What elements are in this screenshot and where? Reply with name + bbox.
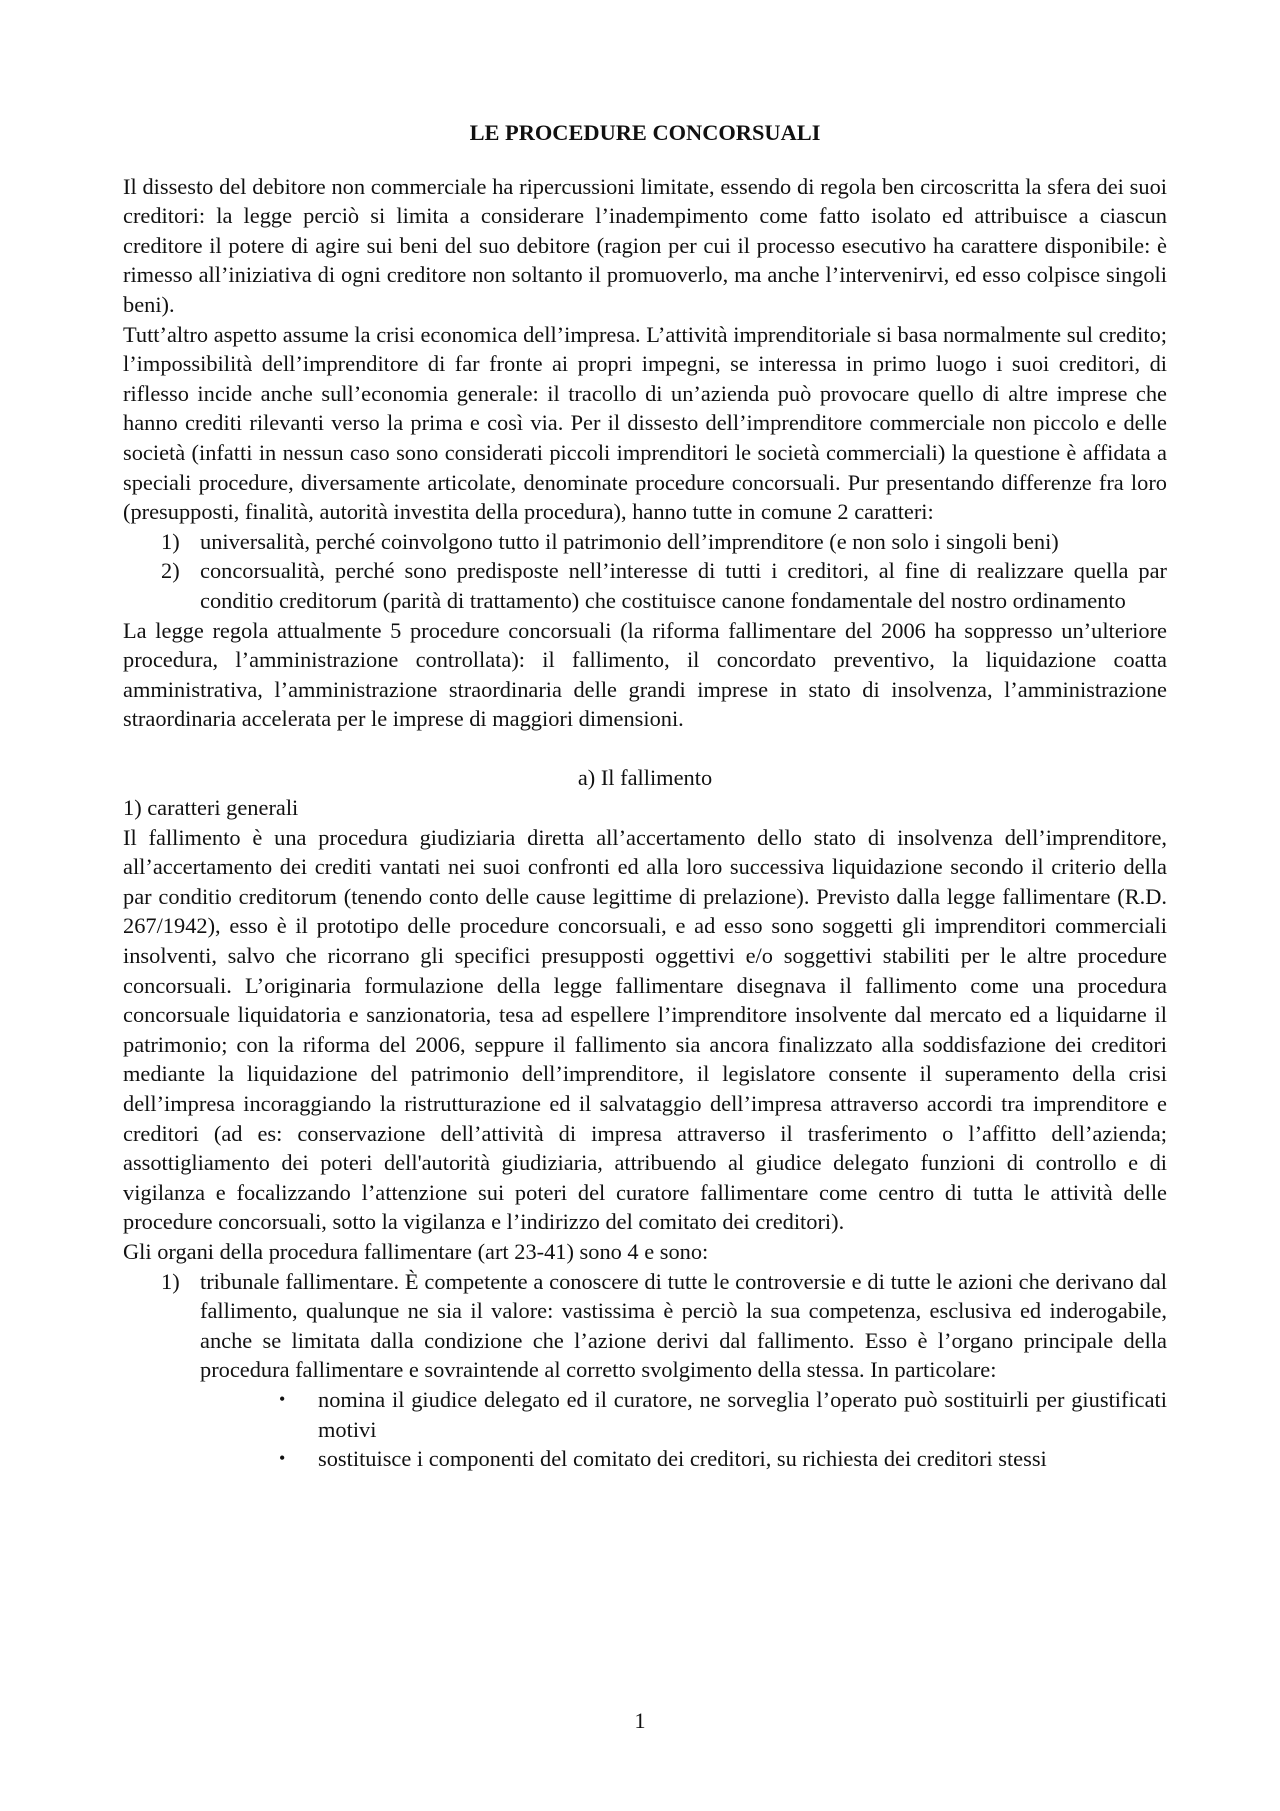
tribunal-duties-list [123,1385,1167,1474]
paragraph-fallimento: Il fallimento è una procedura giudiziaria diretta all’accertamento dello stato di insolvenza dell’imprenditore, all’accertamento dei crediti vantati nei suoi confronti ed alla loro successiva liquidazione secondo il criterio della par conditio creditorum (tenendo conto delle cause legittime di prelazione). Previsto dalla legge fallimentare (R.D. 267/1942), esso è il prototipo delle procedure concorsuali, e ad esso sono soggetti gli imprenditori commerciali insolventi, salvo che ricorrano gli specifici presupposti oggettivi e/o soggettivi stabiliti per le altre procedure concorsuali. L’originaria formulazione della legge fallimentare disegnava il fallimento come una procedura concorsuale liquidatoria e sanzionatoria, tesa ad espellere l’imprenditore insolvente dal mercato ed a liquidarne il patrimonio; con la riforma del 2006, seppure il fallimento sia ancora finalizzato alla soddisfazione dei creditori mediante la liquidazione del patrimonio dell’imprenditore, il legislatore consente il superamento della crisi dell’impresa incoraggiando la ristrutturazione ed il salvataggio dell’impresa attraverso accordi tra imprenditore e creditori (ad es: conservazione dell’attività di impresa attraverso il trasferimento o l’affitto dell’azienda; assottigliamento dei poteri dell'autorità giudiziaria, attribuendo al giudice delegato funzioni di controllo e di vigilanza e focalizzando l’attenzione sui poteri del curatore fallimentare come centro di tutta le attività delle procedure concorsuali, sotto la vigilanza e l’indirizzo del comitato dei creditori). [123,824,1167,1235]
bullet-item [123,1444,1167,1474]
bullet-icon: • [279,1388,286,1409]
list-number: 1) [161,1268,180,1294]
list-number: 2) [161,558,180,584]
paragraph-procedures: La legge regola attualmente 5 procedure concorsuali (la riforma fallimentare del 2006 ha soppresso un’ulteriore procedura, l’amministrazione controllata): il fallimento, il concordato preventivo, la liquidazione coatta amministrativa, l’amministrazione straordinaria delle grandi imprese in stato di insolvenza, l’amministrazione straordinaria accelerata per le imprese di maggiori dimensioni. [123,617,1167,732]
document-page [123,118,1167,1474]
list-text: universalità, perché coinvolgono tutto il patrimonio dell’imprenditore (e non solo i singoli beni) [200,528,1059,554]
subsection-heading: 1) caratteri generali [123,795,299,821]
list-item [123,527,1167,557]
bullet-icon: • [279,1448,286,1469]
section-heading: a) Il fallimento [577,765,713,791]
list-item [123,1267,1167,1385]
page-number: 1 [634,1708,646,1733]
paragraph-intro: Il dissesto del debitore non commerciale ha ripercussioni limitate, essendo di regola ben circoscritta la sfera dei suoi creditori: la legge perciò si limita a considerare l’inadempimento come fatto isolato ed attribuisce a ciascun creditore il potere di agire sui beni del suo debitore (ragion per cui il processo esecutivo ha carattere disponibile: è rimesso all’iniziativa di ogni creditore non soltanto il promuoverlo, ma anche l’intervenirvi, ed esso colpisce singoli beni). [123,173,1167,317]
bullet-item [123,1385,1167,1444]
organs-list [123,1267,1167,1385]
paragraph-organs: Gli organi della procedura fallimentare (art 23-41) sono 4 e sono: [123,1238,709,1264]
characteristics-list [123,527,1167,616]
list-text: concorsualità, perché sono predisposte nell’interesse di tutti i creditori, al fine di realizzare quella par conditio creditorum (parità di trattamento) che costituisce canone fondamentale del nostro ordinamento [200,558,1167,613]
list-number: 1) [161,528,180,554]
list-item [123,556,1167,615]
bullet-text: sostituisce i componenti del comitato dei creditori, su richiesta dei creditori stessi [318,1446,1047,1472]
list-text: tribunale fallimentare. È competente a conoscere di tutte le controversie e di tutte le azioni che derivano dal fallimento, qualunque ne sia il valore: vastissima è perciò la sua competenza, esclusiva ed inderogabile, anche se limitata dalla condizione che l’azione derivi dal fallimento. Esso è l’organo principale della procedura fallimentare e sovraintende al corretto svolgimento della stessa. In particolare: [200,1268,1167,1383]
paragraph-crisis: Tutt’altro aspetto assume la crisi economica dell’impresa. L’attività imprenditoriale si basa normalmente sul credito; l’impossibilità dell’imprenditore di far fronte ai propri impegni, se interessa in primo luogo i suoi creditori, di riflesso incide anche sull’economia generale: il tracollo di un’azienda può provocare quello di altre imprese che hanno crediti rilevanti verso la prima e così via. Per il dissesto dell’imprenditore commerciale non piccolo e delle società (infatti in nessun caso sono considerati piccoli imprenditori le società commerciali) la questione è affidata a speciali procedure, diversamente articolate, denominate procedure concorsuali. Pur presentando differenze fra loro (presupposti, finalità, autorità investita della procedura), hanno tutte in comune 2 caratteri: [123,321,1167,525]
spacer [123,734,1167,764]
bullet-text: nomina il giudice delegato ed il curatore, ne sorveglia l’operato può sostituirli per giustificati motivi [318,1386,1167,1442]
document-title: LE PROCEDURE CONCORSUALI [469,120,821,145]
